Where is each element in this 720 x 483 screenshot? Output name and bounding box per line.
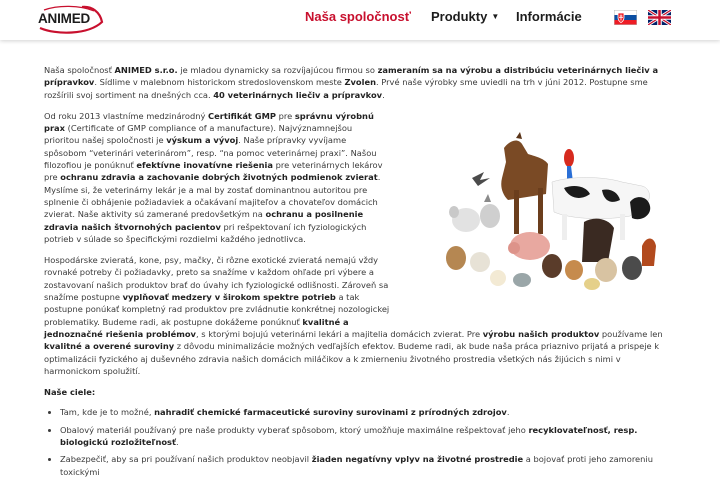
goals-list [44, 406, 674, 477]
goal-item: • Zabezpečiť, aby sa pri používaní našich produktov neobjavil žiaden negatívny vplyv na životné prostredie a bojovať proti jeho zamoreniu toxickými [60, 453, 674, 478]
nav-company[interactable]: Naša spoločnosť [305, 9, 411, 24]
goals-heading: Naše ciele: [44, 387, 96, 398]
logo-text: ANIMED [38, 11, 91, 26]
nav-products[interactable] [431, 9, 499, 24]
animed-logo[interactable] [36, 4, 106, 34]
animals-paragraph: Hospodárske zvieratá, kone, psy, mačky, či rôzne exotické zvieratá nemajú vždy rovnaké potreby či požiadavky, preto sa snažíme v každom ohľade pri výbere a zostavovaní našich produktov brať do úvahy ich fyziologické odlišnosti. Zároveň sa snažíme postupne vyplňovať medzery v širokom spektre potrieb a tak postupne ponúkať kompletný rad produktov pre zvládnutie konkrétnej nozologickej problematiky. Budeme radi, ak postupne dokážeme ponúknuť kvalitné a jednoznačné riešenia problémov, s ktorými bojujú veterinárni lekári a majitelia domácich zvierat. Pre výrobu našich produktov používame len kvalitné a overené suroviny z dôvodu minimalizácie možných vedľajších efektov. Budeme radi, ak bude naša práca priaznivo prijatá a prispeje k optimalizácii fyzického aj duševného zdravia našich domácich miláčikov a k zmierneniu životného prostredia všetkých nás žijúcich s nimi v harmonickom spolužití. [44, 254, 674, 377]
caret-down-icon: ▼ [491, 12, 500, 21]
animals-group-image [434, 130, 658, 292]
goal-item: • Tam, kde je to možné, nahradiť chemické farmaceutické suroviny surovinami z prírodných zdrojov. [60, 406, 674, 418]
nav-products-label: Produkty [431, 9, 488, 24]
slovak-flag-icon[interactable] [614, 10, 637, 25]
uk-flag-icon[interactable] [648, 10, 671, 25]
top-navbar [0, 0, 720, 40]
nav-info[interactable]: Informácie [516, 9, 582, 24]
gmp-paragraph: Od roku 2013 vlastníme medzinárodný Certifikát GMP pre správnu výrobnú prax (Certificate of GMP compliance of a manufacture). Najvýznamnejšou prioritou našej spoločnosti je výskum a vývoj. Naše prípravky vyvíjame spôsobom “veterinári veterinárom”, resp. “na pomoc veterinárnej praxi”. Našou filozofiou je ponúknuť efektívne inovatívne riešenia pre veterinárnych lekárov pre ochranu zdravia a zachovanie dobrých životných podmienok zvierat. Myslíme si, že veterinárny lekár je a mal by zostať dominantnou autoritou pre splnenie či obhájenie požiadaviek a očakávaní majiteľov a chovateľov domácich zvierat. Naše aktivity sú zamerané predovšetkým na ochranu a posilnenie zdravia našich štvornohých pacientov pri rešpektovaní ich fyziologických potrieb v súlade so špecifickými rozdielmi každého jednotlivca. [44, 110, 383, 244]
goal-item: • Obalový materiál používaný pre naše produkty vyberať spôsobom, ktorý umožňuje maximálne rešpektovať jeho recyklovateľnosť, resp. biologickú rozložiteľnosť. [60, 424, 674, 449]
intro-paragraph: Naša spoločnosť ANIMED s.r.o. je mladou dynamicky sa rozvíjajúcou firmou so zameraním sa na výrobu a distribúciu veterinárnych liečiv a prípravkov. Sídlime v malebnom historickom stredoslovenskom meste Zvolen. Prvé naše výrobky sme uviedli na trh v júni 2012. Postupne sme rozšírili svoj sortiment na dnešných cca. 40 veterinárnych liečiv a prípravkov. [44, 65, 659, 100]
